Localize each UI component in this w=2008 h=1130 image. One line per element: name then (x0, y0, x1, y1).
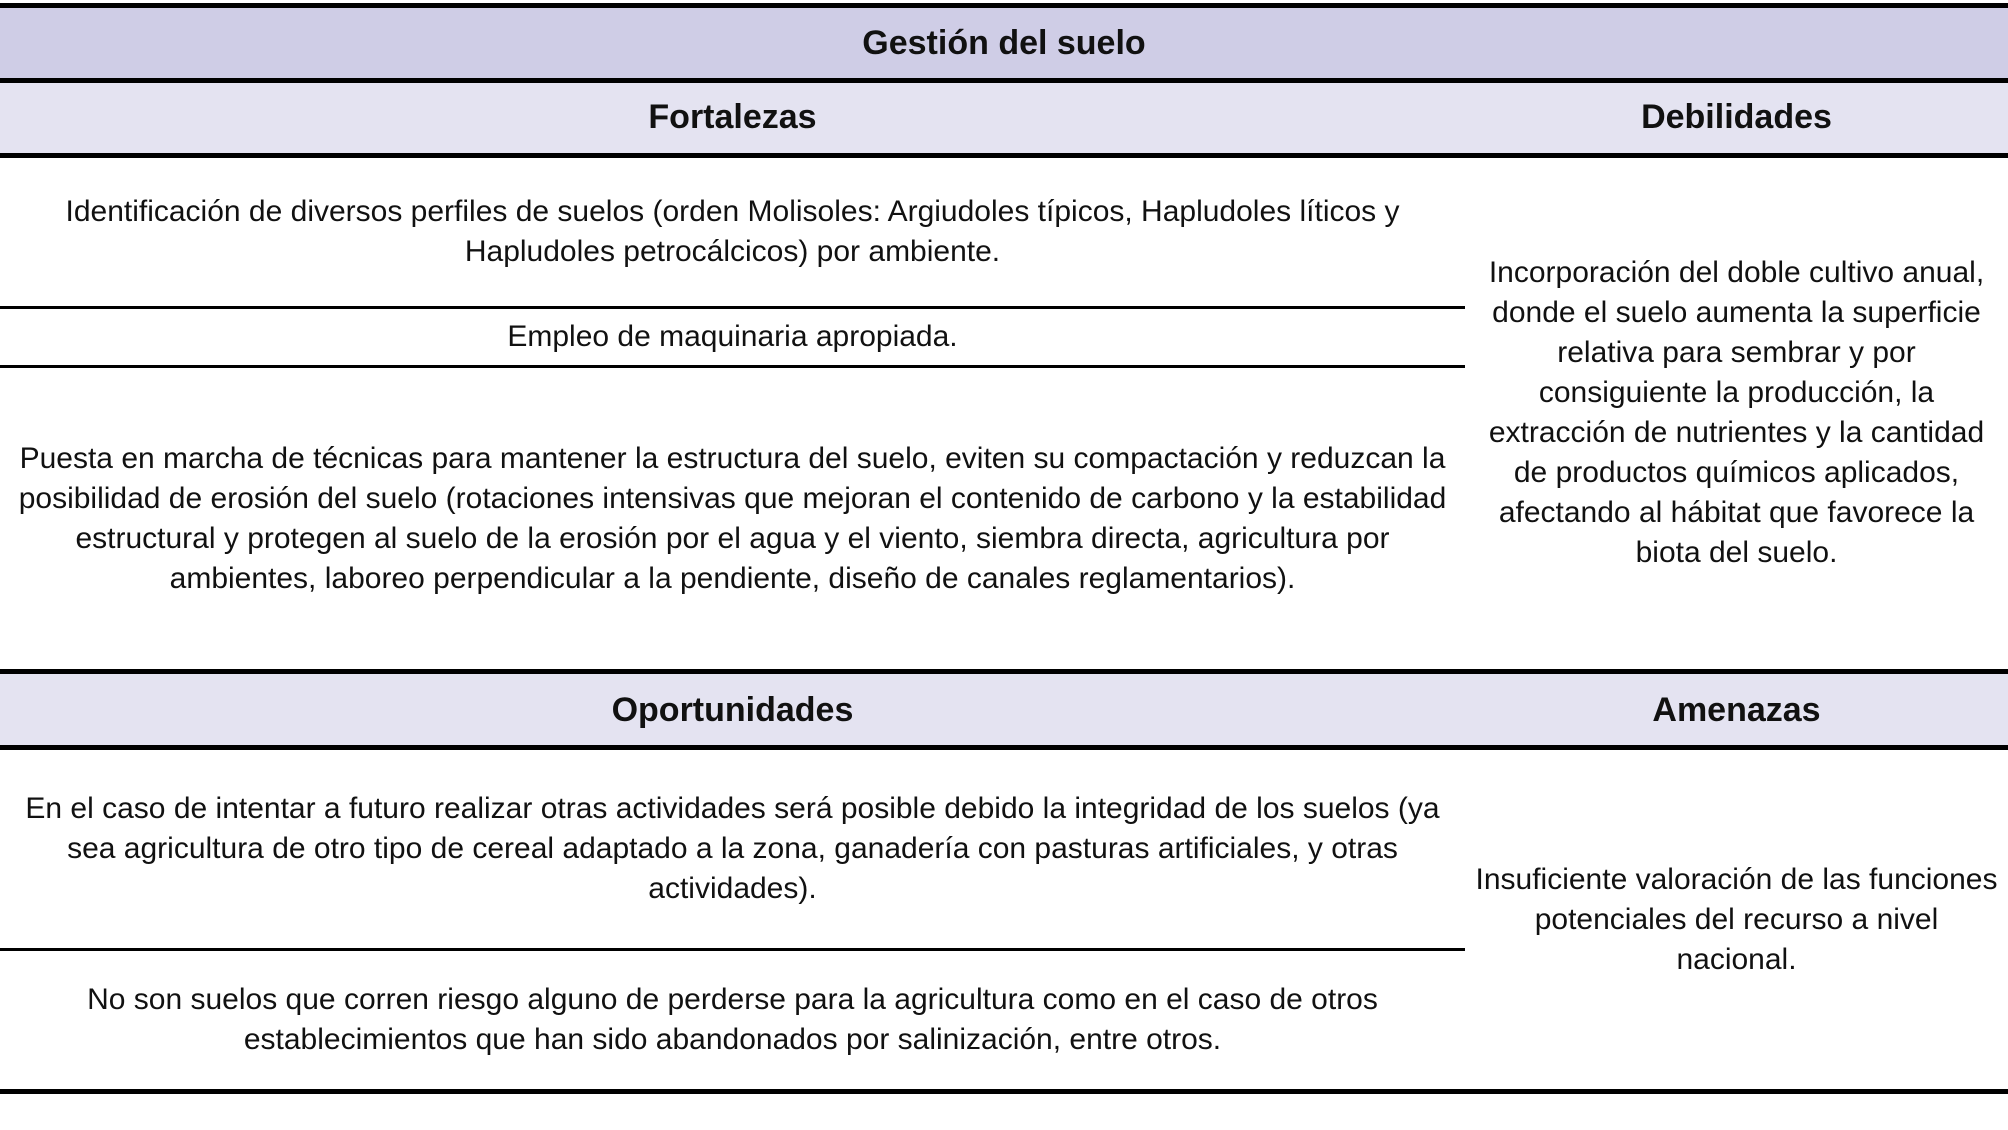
rule-strength-divider (0, 306, 1465, 309)
strengths-header: Fortalezas (648, 98, 817, 136)
weaknesses-header: Debilidades (1641, 98, 1832, 136)
rule-strength-divider (0, 365, 1465, 368)
opportunities-header: Oportunidades (611, 691, 854, 729)
strength-item: Puesta en marcha de técnicas para mantener la estructura del suelo, eviten su compactación y reduzcan la posibilidad de erosión del suelo (rotaciones intensivas que mejoran el contenido de carbono y la estabilidad estructural y protegen al suelo de la erosión por el agua y el viento, siembra directa, agricultura por ambientes, laboreo perpendicular a la pendiente, diseño de canales reglamentarios). (18, 441, 1447, 595)
opportunity-item: No son suelos que corren riesgo alguno de perderse para la agricultura como en el caso de otros establecimientos que han sido abandonados por salinización, entre otros. (87, 983, 1378, 1056)
rule-under-title (0, 78, 2008, 83)
threat-item: Insuficiente valoración de las funciones potenciales del recurso a nivel nacional. (1475, 862, 1998, 976)
opportunity-item: En el caso de intentar a futuro realizar otras actividades será posible debido la integridad de los suelos (ya sea agricultura de otro tipo de cereal adaptado a la zona, ganadería con pasturas artificiales, y otras actividades). (25, 792, 1440, 905)
rule-under-subheader (0, 153, 2008, 158)
threats-header: Amenazas (1652, 691, 1821, 729)
strength-item: Identificación de diversos perfiles de suelos (orden Molisoles: Argiudoles típicos, Hapludoles líticos y Hapludoles petrocálcicos) por ambiente. (65, 194, 1400, 268)
weakness-item: Incorporación del doble cultivo anual, donde el suelo aumenta la superficie relativa para sembrar y por consiguiente la producción, la extracción de nutrientes y la cantidad de productos químicos aplicados, afectando al hábitat que favorece la biota del suelo. (1488, 256, 1985, 569)
rule-opportunity-divider (0, 948, 1465, 951)
rule-bottom (0, 1089, 2008, 1094)
rule-before-second-header (0, 669, 2008, 674)
table-title: Gestión del suelo (0, 6, 2008, 80)
rule-top (0, 3, 2008, 8)
strength-item: Empleo de maquinaria apropiada. (507, 320, 958, 353)
rule-under-second-header (0, 745, 2008, 750)
